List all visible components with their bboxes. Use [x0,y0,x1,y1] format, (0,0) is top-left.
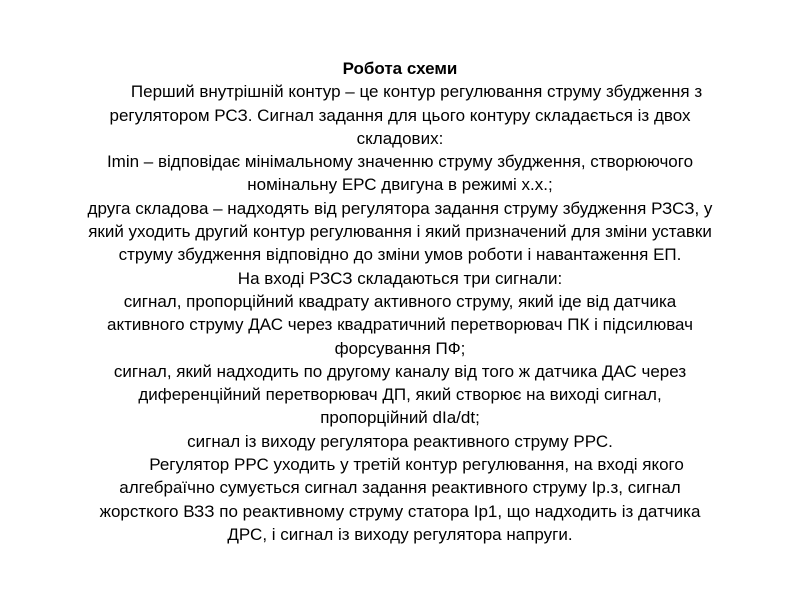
slide-body [30,57,770,546]
text-line: ДРС, і сигнал із виходу регулятора напруги. [227,524,573,544]
text-line: диференційний перетворювач ДП, який створює на виході сигнал, [138,385,662,405]
text-line: форсування ПФ; [334,338,466,358]
text-line: регулятором РСЗ. Сигнал задання для цього контуру складається із двох [109,105,691,125]
text-line: сигнал, пропорційний квадрату активного струму, який іде від датчика [123,291,677,311]
text-line: Перший внутрішній контур – це контур регулювання струму збудження з [97,82,703,102]
text-line: сигнал, який надходить по другому каналу від того ж датчика ДАС через [113,361,687,381]
text-line: Іmin – відповідає мінімальному значенню струму збудження, створюючого [106,152,694,172]
text-line: активного струму ДАС через квадратичний перетворювач ПК і підсилювач [107,315,693,335]
text-line: струму збудження відповідно до зміни умов роботи і навантаження ЕП. [118,245,682,265]
text-line: складових: [356,128,444,148]
text-line: Регулятор РРС уходить у третій контур регулювання, на вході якого [116,455,684,475]
text-line: пропорційний dIa/dt; [320,408,480,428]
text-line: сигнал із виходу регулятора реактивного струму РРС. [187,431,613,451]
slide-title: Робота схеми [342,59,458,78]
text-line: номінальну ЕРС двигуна в режимі х.х.; [247,175,553,195]
text-line: друга складова – надходять від регулятора задання струму збудження РЗСЗ, у [87,198,713,218]
text-line: На вході РЗСЗ складаються три сигнали: [237,268,563,288]
text-line: жорсткого ВЗЗ по реактивному струму статора Ір1, що надходить із датчика [99,501,701,521]
text-line: який уходить другий контур регулювання і який призначений для зміни уставки [88,222,712,242]
text-line: алгебраїчно сумується сигнал задання реактивного струму Ір.з, сигнал [119,478,681,498]
